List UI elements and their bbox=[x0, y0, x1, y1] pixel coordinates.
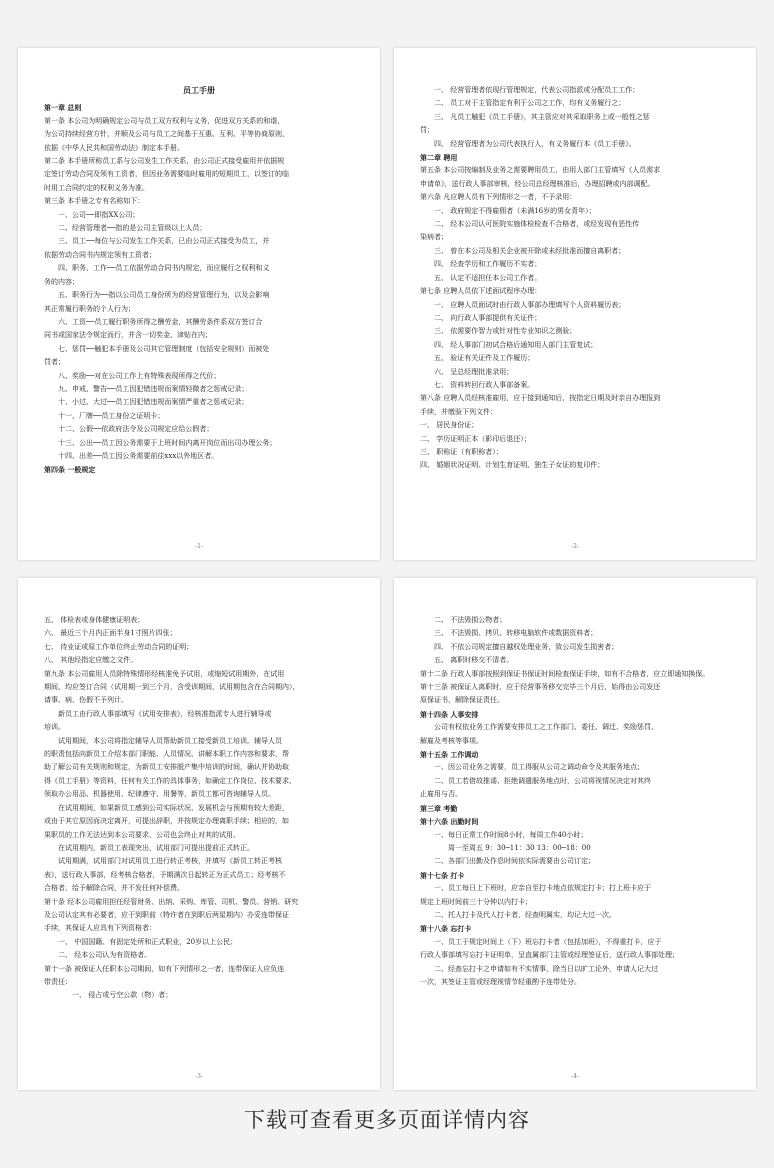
text-line: 定签订劳动合同及领有工资者，但因业务需要临时雇用的短期员工，以签订的临 bbox=[44, 170, 289, 179]
text-line: 二、经营管理者──指的是公司主管级以上人员； bbox=[58, 224, 207, 233]
text-line: 二、经查忘打卡之申请如有不实情事，除当日以旷工论外，申请人记大过 bbox=[434, 964, 658, 973]
text-line: 第七条 应聘人员依下述面试程序办理： bbox=[420, 287, 542, 296]
text-line: 第五条 本公司按编制及业务之需要聘用员工，由用人部门主管填写《人员需求 bbox=[420, 166, 661, 175]
text-line: 二、各部门出勤及作息时间依实际需要由公司订定； bbox=[434, 857, 595, 866]
text-line: 请事、病、伤假不予列计。 bbox=[44, 696, 128, 705]
text-line: 手续，并缴验下列文件： bbox=[420, 407, 497, 416]
text-line: 一、公司──即指XX公司； bbox=[58, 210, 140, 219]
text-line: 六、 最近三个月内正面半身1寸照片四张； bbox=[44, 629, 177, 638]
text-line: 罚者； bbox=[44, 358, 65, 367]
section-heading: 第十八条 忘打卡 bbox=[420, 924, 472, 934]
text-line: 原保证书，解除保证责任。 bbox=[420, 696, 504, 705]
document-page-3 bbox=[18, 578, 380, 1090]
section-heading: 第二章 聘用 bbox=[420, 153, 458, 163]
text-line: 一、因公司业务之需要，员工得服从公司之调动命令及其服务地点； bbox=[434, 763, 644, 772]
text-line: 一、 应聘人员面试时由行政人事部办理填写个人资料履历表； bbox=[434, 300, 626, 309]
text-line: 二、 经本公司认可医院实施体检检查不合格者，或经发现有恶性传 bbox=[434, 220, 640, 229]
text-line: 九、申戒、警告──员工因犯错违规而案情轻微者之惩戒记录； bbox=[58, 384, 249, 393]
text-line: 五、 认定不适担任本公司工作者。 bbox=[434, 273, 542, 282]
text-line: 在试用期内，新员工表现突出，试用部门可提出提前正式转正。 bbox=[58, 843, 254, 852]
text-line: 三、员工──每位与公司发生工作关系，已由公司正式接受为员工，并 bbox=[58, 237, 270, 246]
section-heading: 第十五条 工作调动 bbox=[420, 750, 479, 760]
text-line: 二、 不法毁损公物者； bbox=[434, 616, 507, 624]
text-line: 第一条 本公司为明确规定公司与员工双方权利与义务，促进双方关系的和谐， bbox=[44, 116, 285, 125]
text-line: 六、 呈总经理批准录用； bbox=[434, 367, 514, 376]
page-number: -4- bbox=[571, 1073, 579, 1080]
text-line: 一、员工每日上下班时，应亲自至打卡地点依规定打卡；打上班卡应于 bbox=[434, 884, 651, 893]
text-line: 十三、公出──员工因公务需要于上班时间内离开岗位而出司办理公务； bbox=[58, 438, 277, 447]
text-line: 其正常履行职务的个人行为； bbox=[44, 304, 135, 313]
text-line: 三、 不法毁损、拷贝、转移电脑软件或数据资料者； bbox=[434, 629, 598, 638]
text-line: 第八条 应聘人员经核准雇用，应于接到通知后，按指定日期及时亲自办理报到 bbox=[420, 394, 661, 403]
text-line: 三、 曾在本公司及相关企业被开除或未经批准而擅自离职者； bbox=[434, 246, 626, 255]
download-more-link[interactable]: 下载可查看更多页面详情内容 bbox=[244, 1108, 530, 1132]
text-line: 试用期满，试用部门对试用员工进行转正考核，并填写《新员工转正考核 bbox=[58, 857, 282, 866]
text-line: 八、 其他经指定应缴之文件。 bbox=[44, 656, 138, 665]
text-line: 五、 验证有关证件及工作履历； bbox=[434, 354, 535, 363]
text-line: 一、 居民身份证； bbox=[420, 421, 479, 430]
text-line: 八、奖励──对在公司工作上有特殊表现所得之代价； bbox=[58, 371, 221, 380]
page-lines bbox=[420, 614, 730, 989]
text-line: 新员工由行政人事部填写《试用安排表》，经核准指派专人进行辅导或 bbox=[58, 709, 272, 718]
text-line: 一、员工于规定时间上（下）班忘打卡者（包括加班），不得重打卡，应于 bbox=[434, 937, 662, 946]
text-line: 止雇用与否。 bbox=[420, 790, 462, 799]
text-line: 第十三条 被保证人离职时，应于经营事务移交完毕三个月后，始得由公司发还 bbox=[420, 683, 661, 692]
page-lines bbox=[44, 84, 354, 477]
text-line: 试用期间，本公司将指定辅导人员帮助新员工接受新员工培训。辅导人员 bbox=[58, 736, 282, 745]
text-line: 为公司持续经营方针，并顺及公司与员工之间基于互惠、互利、平等协商原则， bbox=[44, 130, 289, 139]
page-lines bbox=[44, 614, 354, 1003]
page-number: -3- bbox=[195, 1073, 203, 1080]
text-line: 公司有权依业务工作需要安排员工之工作部门、委任、调迁、奖励惩罚、 bbox=[434, 723, 658, 732]
text-line: 同书或国家法令规定而行，并含一切奖金、津贴在内； bbox=[44, 331, 212, 340]
text-line: 第六条 凡应聘人员有下列情形之一者，不予录用： bbox=[420, 193, 577, 202]
section-heading: 第十四条 人事安排 bbox=[420, 709, 479, 719]
document-title: 员工手册 bbox=[183, 85, 215, 95]
text-line: 十四、出差──员工因公务需要前往xxx以外地区者。 bbox=[58, 451, 219, 460]
text-line: 四、 经人事部门初试合格后通知用人部门主管复试； bbox=[434, 340, 598, 349]
text-line: 依据《中华人民共和国劳动法》制定本手册。 bbox=[44, 143, 184, 152]
text-line: 十二、公假──依政府法令及公司规定应给公假者； bbox=[58, 425, 214, 434]
text-line: 五、 离职时移交不清者。 bbox=[434, 656, 514, 665]
text-line: 第十条 经本公司雇用担任经管财务、出纳、采购、库管、司机、警员、营销、研究 bbox=[44, 897, 299, 906]
text-line: 一、 政府规定不得雇佣者（未满16岁的男女青年）； bbox=[434, 206, 596, 215]
text-line: 一、 侵占或亏空公款（物）者； bbox=[72, 991, 173, 1000]
text-line: 三、 职称证（有职称者）； bbox=[420, 447, 503, 456]
text-line: 四、 经营管理者为公司代表执行人，有义务履行本《员工手册》。 bbox=[434, 139, 636, 148]
text-line: 一、每日正常工作时间8小时，每周工作40小时； bbox=[434, 830, 588, 839]
text-line: 及公司认定其有必要者，应于到职前（特许者在到职后两星期内）办妥连带保证 bbox=[44, 910, 289, 919]
text-line: 二、 经本公司认为有资格者。 bbox=[58, 951, 152, 960]
text-line: 的职责包括向新员工介绍本部门职能、人员情况、讲解本职工作内容和要求，帮 bbox=[44, 750, 289, 759]
text-line: 得《员工手册》等资料，任何有关工作的具体事务，如确定工作岗位、技术要求、 bbox=[44, 776, 296, 785]
text-line: 果职员的工作无法达到本公司要求，公司也会终止对其的试用。 bbox=[44, 830, 240, 839]
section-heading: 第十六条 出勤时间 bbox=[420, 817, 479, 827]
text-line: 领取办公用品、机器使用、纪律遵守、用餐等，新员工都可咨询辅导人员。 bbox=[44, 790, 275, 799]
text-line: 表》，送行政人事部，经考核合格者，予期满次日起转正为正式员工；经考核不 bbox=[44, 870, 286, 879]
text-line: 务的内容； bbox=[44, 277, 79, 286]
text-line: 时用工合同约定的权利义务为准。 bbox=[44, 183, 149, 192]
text-line: 在试用期间，如果新员工感到公司实际状况、发展机会与预期有较大差距， bbox=[58, 803, 289, 812]
text-line: 手续，其保证人应具有下列资格者： bbox=[44, 924, 156, 933]
text-line: 合格者，给予解除合同，并不发任何补偿费。 bbox=[44, 884, 184, 893]
text-line: 带责任： bbox=[44, 977, 72, 986]
text-line: 行政人事部填写忘打卡证明单，呈直属部门主管或经理签证后，送行政人事部处理； bbox=[420, 951, 679, 960]
text-line: 四、 不依公司规定擅自越权处理业务，致公司发生损害者； bbox=[434, 642, 619, 651]
section-heading: 第三章 考勤 bbox=[420, 803, 458, 813]
section-heading: 第四条 一般规定 bbox=[44, 465, 96, 475]
text-line: 染病者； bbox=[420, 233, 448, 242]
text-line: 三、 凡员工触犯《员工手册》，其主管应对其采取职务上或一般性之惩 bbox=[434, 112, 650, 121]
page-lines bbox=[420, 84, 730, 473]
text-line: 期间，均应签订合同（试用期一到三个月，含受训期间，试用期包含在合同期内）， bbox=[44, 683, 300, 692]
text-line: 二、托人打卡及代人打卡者，经查明属实，均记大过一次。 bbox=[434, 910, 616, 919]
text-line: 五、 体检表或身体健康证明表； bbox=[44, 616, 145, 624]
text-line: 十一、厂牌──员工身份之证明卡； bbox=[58, 411, 165, 420]
document-page-2 bbox=[394, 48, 756, 560]
text-line: 六、工资──员工履行职务所得之酬劳金，其酬劳条件系双方签订合 bbox=[58, 317, 263, 326]
section-heading: 第一章 总则 bbox=[44, 103, 82, 113]
text-line: 第九条 本公司雇用人员除特殊情形经核准免予试用，或缩短试用期外，在试用 bbox=[44, 669, 285, 678]
text-line: 七、惩罚──触犯本手册及公司其它管理制度（包括安全规则）而被处 bbox=[58, 344, 270, 353]
text-line: 罚； bbox=[420, 126, 434, 135]
text-line: 二、 员工对于主管指定有利于公司之工作，均有义务履行之； bbox=[434, 99, 626, 108]
text-line: 申请单》，送行政人事部审核，经公司总经理核准后，办理招聘或内部调配。 bbox=[420, 179, 655, 188]
text-line: 培训。 bbox=[44, 723, 65, 732]
text-line: 第三条 本手册之专有名称如下： bbox=[44, 197, 145, 206]
text-line: 七、 资料转回行政人事部备案。 bbox=[434, 380, 535, 389]
text-line: 七、 待业证或原工作单位终止劳动合同的证明； bbox=[44, 642, 194, 651]
text-line: 规定上班时间前三十分钟以内打卡； bbox=[420, 897, 532, 906]
text-line: 或由于其它原因而决定离开，可提出辞职，并按规定办理离职手续；相应的，如 bbox=[44, 817, 289, 826]
text-line: 二、 向行政人事部提供有关证件； bbox=[434, 313, 542, 322]
document-page-4 bbox=[394, 578, 756, 1090]
text-line: 周一至周五 9：30─11：30 13：00─18：00 bbox=[448, 843, 591, 852]
text-line: 四、 婚姻状况证明、计划生育证明、独生子女证的复印件； bbox=[420, 461, 605, 470]
text-line: 二、员工若借故推诿、拒绝调遣服务地点时，公司将视情况决定对其终 bbox=[434, 776, 651, 785]
page-number: -2- bbox=[571, 543, 579, 550]
text-line: 三、 依需要作智力或针对性专业知识之测验； bbox=[434, 327, 577, 336]
text-line: 第二条 本手册所称员工系与公司发生工作关系，由公司正式接受雇用并依据规 bbox=[44, 157, 285, 166]
text-line: 四、 经查学历和工作履历不实者； bbox=[434, 260, 542, 269]
text-line: 依据劳动合同书内规定领有工资者； bbox=[44, 250, 156, 259]
document-page-1 bbox=[18, 48, 380, 560]
text-line: 解雇及考核等事项。 bbox=[420, 736, 483, 745]
text-line: 一、 中国国籍、有固定处所和正式职业，20岁以上公民； bbox=[58, 937, 238, 946]
section-heading: 第十七条 打卡 bbox=[420, 870, 465, 880]
page-number: -1- bbox=[195, 543, 203, 550]
text-line: 五、职务行为──指以公司员工身份所为的经营管理行为，以及会影响 bbox=[58, 291, 270, 300]
text-line: 第十二条 行政人事部按照到保证书保证时间检查保证手续，如有不合格者，应立即通知换保。 bbox=[420, 669, 710, 678]
text-line: 一次，其签证主管或经理视情节轻重酌予连带处分。 bbox=[420, 977, 581, 986]
text-line: 二、 学历证明正本（影印后退还）； bbox=[420, 434, 531, 443]
text-line: 四、职务、工作──员工依据劳动合同书内规定，而应履行之权利和义 bbox=[58, 264, 270, 273]
text-line: 十、小过、大过──员工因犯错违规而案情严重者之惩戒记录； bbox=[58, 398, 249, 407]
text-line: 助了解公司有关规则和规定，为新员工安排脱产集中培训的时间，确认并协助取 bbox=[44, 763, 289, 772]
text-line: 第十一条 被保证人任职本公司期间，如有下列情形之一者，连带保证人应负连 bbox=[44, 964, 285, 973]
text-line: 一、 经营管理者依现行管理规定，代表公司指派或分配员工工作； bbox=[434, 86, 640, 94]
